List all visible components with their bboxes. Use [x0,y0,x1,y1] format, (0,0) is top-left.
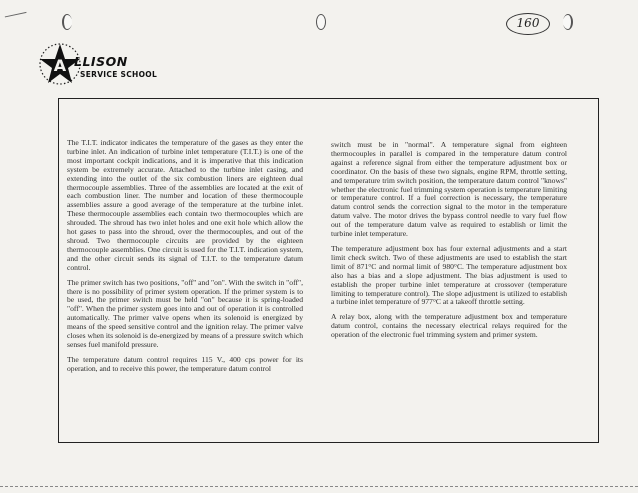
allison-logo [36,40,166,90]
binder-hole-left [62,14,72,30]
paragraph-temperature-signal: switch must be in "normal". A temperature signal from eighteen thermocouples in parallel is compared in the temperature datum control against a reference signal from either the temperature adjustment box or coordinator. On the basis of these two signals, engine RPM, throttle setting, and temperature trim switch position, the temperature datum control "knows" whether the electronic fuel trimming system operation is temperature limiting or temperature control. If a fuel correction is necessary, the temperature datum control sends the correction signal to the motor in the temperature datum valve. The motor drives the bypass control needle to vary fuel flow out of the temperature datum valve as required to establish or limit the turbine inlet temperature. [331,140,567,239]
binder-hole-center [316,14,326,30]
logo-brand: LLISON [74,54,128,69]
paragraph-datum-control-power: The temperature datum control requires 115 V., 400 cps power for its operation, and to receive this power, the temperature datum control [67,354,303,373]
page-number: 160 [506,13,550,35]
svg-text:A: A [53,56,67,75]
logo-subtitle: SERVICE SCHOOL [80,70,158,79]
paragraph-primer-switch: The primer switch has two positions, "off" and "on". With the switch in "off", there is no possibility of primer system operation. If the primer system is to be used, the primer switch must be held "on" because it is spring-loaded "off". When the primer system goes into and out of operation it is controlled automatically. The primer valve opens when its solenoid is energized by means of the speed sensitive control and the ignition relay. The primer valve closes when its solenoid is de-energized by means of a pressure switch which senses fuel manifold pressure. [67,277,303,349]
bottom-edge-line [0,486,638,487]
paragraph-adjustment-box: The temperature adjustment box has four external adjustments and a start limit check switch. Two of these adjustments are used to establish the start limit of 871°C and normal limit of 980°C. The temperature adjustment box also has a bias and a slope adjustment. The bias adjustment is used to establish the proper turbine inlet temperature at crossover (temperature limiting to temperature control). The slope adjustment is utilized to establish a turbine inlet temperature of 977°C at a takeoff throttle setting. [331,243,567,307]
paragraph-tit-indicator: The T.I.T. indicator indicates the temperature of the gases as they enter the turbine inlet. An indication of turbine inlet temperature (T.I.T.) is one of the most important cockpit indications, and it is imperative that this indication system be extremely accurate. Attached to the turbine inlet casing, and extending into the outlet of the six combustion liners are eighteen dual thermocouple assemblies. Three of the assemblies are located at the exit of each combustion liner. The number and location of these thermocouple assemblies assure a good average of the temperature at the turbine inlet. These thermocouple assemblies each contain two thermocouples which are shrouded. The shroud has two inlet holes and one exit hole which allow the hot gases to pass into the shroud, over the thermocouples, and out of the shroud. Two thermocouple circuits are provided by the eighteen thermocouple assemblies. One circuit is used for the T.I.T. indication system, and the other circuit sends its signal of T.I.T. to the temperature datum control. [67,138,303,272]
right-column [331,141,567,346]
left-column [67,139,303,380]
corner-mark [5,12,29,30]
content-frame [58,98,599,443]
paragraph-relay-box: A relay box, along with the temperature adjustment box and temperature datum control, contains the necessary electrical relays required for the operation of the electronic fuel trimming system and primer system. [331,312,567,340]
binder-hole-right [563,14,573,30]
